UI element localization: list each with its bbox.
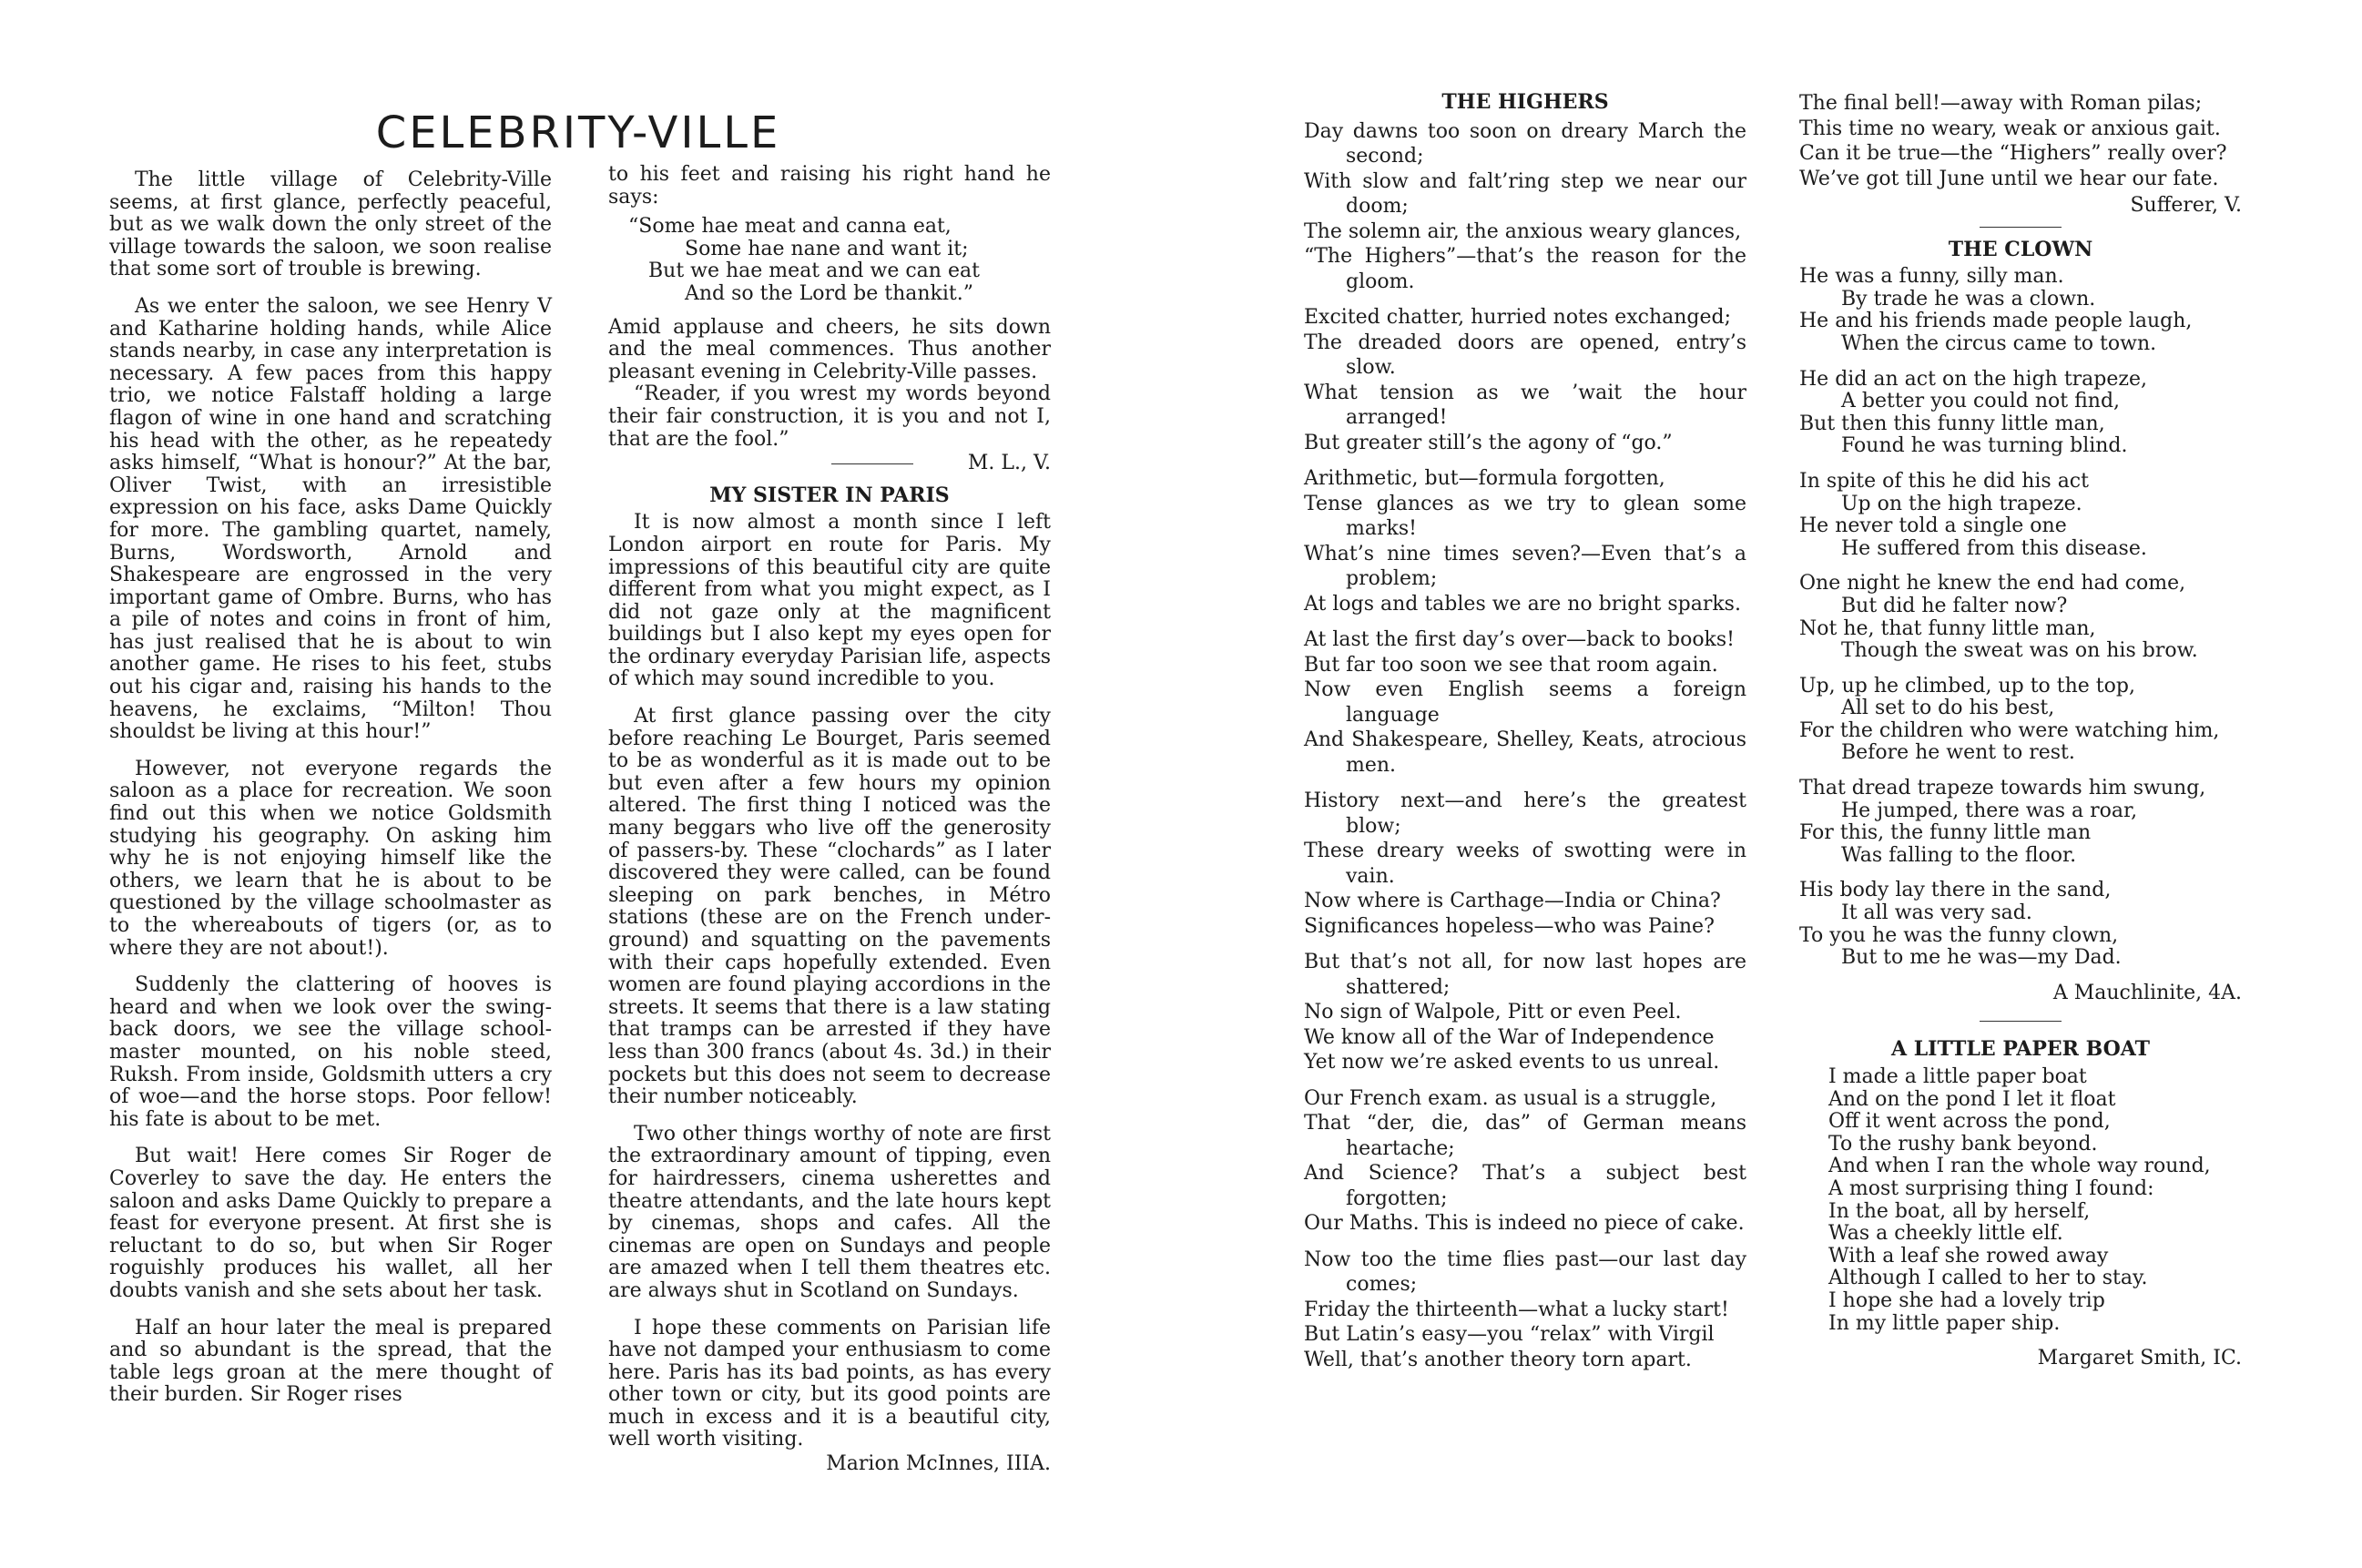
poem-line: He suffered from this disease. <box>1841 536 2147 560</box>
boat-signature: Margaret Smith, IC. <box>2037 1347 2242 1370</box>
clown-title: THE CLOWN <box>1948 237 2093 261</box>
poem-line: In spite of this he did his act <box>1799 469 2089 493</box>
poem-line: But that’s not all, for now last hopes are shattered; <box>1304 951 1746 999</box>
poem-line: Though the sweat was on his brow. <box>1841 639 2198 663</box>
poem-line: Found he was turning blind. <box>1841 434 2128 458</box>
poem-line: Now even English seems a foreign language <box>1304 678 1746 727</box>
poem-line: His body lay there in the sand, <box>1799 879 2112 902</box>
poem-line: Friday the thirteenth—what a lucky start! <box>1304 1298 1729 1321</box>
poem-stanza <box>1304 627 1746 778</box>
poem-stanza <box>1304 1247 1746 1373</box>
paragraph: But wait! Here comes Sir Roger de Coverley to save the day. He enters the saloon and asks Dame Quickly to prepare a feast for everyone present. At first she is reluctant to do so, but when Sir Roger roguishly produces his wallet, all her doubts vanish and she sets about her task. <box>109 1145 552 1302</box>
paragraph: “Reader, if you wrest my words beyond their fair construction, it is you and not I, that are the fool.” <box>608 382 1051 451</box>
poem-line: All set to do his best, <box>1841 697 2055 720</box>
poem-line: I hope she had a lovely trip <box>1828 1288 2105 1312</box>
paragraph: However, not everyone regards the saloon as a place for recreation. We soon find out this when we notice Goldsmith studying his geography. On asking him why he is not enjoying himself like the others, we learn that he is about to be questioned by the village schoolmaster as to the whereabouts of tigers (or, as to where they are not about!). <box>109 757 552 960</box>
poem-line: For the children who were watching him, <box>1799 718 2220 742</box>
poem-line: A better you could not find, <box>1841 390 2121 413</box>
paragraph: As we enter the saloon, we see Henry V and Katharine holding hands, while Alice stands nearby, in case any interpretation is necessary. A few paces from this happy trio, we notice Falstaff holding a large flagon of wine in one hand and scratching his head with the other, as he repeatedy asks himself, “What is honour?” At the bar, Oliver Twist, with an irresistible expression on his face, asks Dame Quickly for more. The gambling quartet, namely, Burns, Wordsworth, Arnold and Shakespeare are engrossed in the very important game of Ombre. Burns, who has a pile of notes and coins in front of him, has just realised that he is about to win another game. He rises to his feet, stubs out his cigar and, raising his hands to the heavens, he exclaims, “Milton! Thou shouldst be living at this hour!” <box>109 294 552 744</box>
poem-line: The final bell!—away with Roman pilas; <box>1799 92 2203 115</box>
poem-line: Now where is Carthage—India or China? <box>1304 890 1721 913</box>
poem-line: For this, the funny little man <box>1799 821 2092 845</box>
poem-stanza <box>1799 573 2242 662</box>
paragraph: Amid applause and cheers, he sits down and the meal commences. Thus another pleasant evening in Celebrity-Ville passes. <box>608 315 1051 383</box>
poem-line: Before he went to rest. <box>1841 741 2075 765</box>
paragraph: At first glance passing over the city before reaching Le Bourget, Paris seemed to be as wonderful as it is made out to be but even after a few hours my opinion altered. The first thing I noticed was the many beggars who live off the generosity of passers-by. These “clochards” as I later discovered they were called, can be found sleeping on park benches, in Métro stations (these are on the French under-ground) and squatting on the pavements with their caps hopefully extended. Even women are found playing accordions in the streets. It seems that there is a law stating that tramps can be arrested if they have less than 300 francs (about 4s. 3d.) in their pockets but this does not seem to decrease their number noticeably. <box>608 705 1051 1109</box>
poem-line: A most surprising thing I found: <box>1828 1176 2154 1200</box>
poem-line: Up, up he climbed, up to the top, <box>1799 674 2135 697</box>
poem-line: Significances hopeless—who was Paine? <box>1304 914 1715 938</box>
poem-stanza <box>1799 778 2242 867</box>
poem-line: Up on the high trapeze. <box>1841 492 2082 515</box>
poem-line: The solemn air, the anxious weary glances, <box>1304 219 1742 243</box>
poem-line: But did he falter now? <box>1841 594 2068 617</box>
poem-stanza <box>1304 305 1746 455</box>
grace-verse <box>608 216 1051 305</box>
poem-line: But far too soon we see that room again. <box>1304 653 1718 677</box>
divider <box>1980 1021 2062 1022</box>
poem-line: And Shakespeare, Shelley, Keats, atrocious men. <box>1304 728 1746 777</box>
poem-line: But then this funny little man, <box>1799 412 2105 435</box>
paragraph: It is now almost a month since I left London airport en route for Paris. My impressions of this beautiful city are quite different from what you might expect, as I did not gaze only at the magnificent buildings but I also kept my eyes open for the ordinary everyday Parisian life, aspects of which may sound incredible to you. <box>608 511 1051 691</box>
poem-line: He did an act on the high trapeze, <box>1799 367 2148 391</box>
poem-line: With slow and falt’ring step we near our doom; <box>1304 169 1746 219</box>
poem-line: It all was very sad. <box>1841 901 2032 925</box>
poem-line: That dread trapeze towards him swung, <box>1799 777 2206 800</box>
poem-line: Now too the time flies past—our last day comes; <box>1304 1247 1746 1297</box>
poem-line: He never told a single one <box>1799 514 2067 538</box>
poem-line: But Latin’s easy—you “relax” with Virgil <box>1304 1323 1715 1347</box>
poem-line: These dreary weeks of swotting were in vain. <box>1304 840 1746 888</box>
clown-signature: A Mauchlinite, 4A. <box>2052 981 2242 1004</box>
celebrity-column-1 <box>109 169 552 1407</box>
poem-line: When the circus came to town. <box>1841 331 2157 355</box>
verse-line: And so the Lord be thankit.” <box>685 281 973 305</box>
poem-stanza <box>1799 471 2242 560</box>
poem-line: Can it be true—the “Highers” really over? <box>1799 142 2227 165</box>
poem-line: He and his friends made people laugh, <box>1799 310 2193 333</box>
poem-line: In my little paper ship. <box>1828 1311 2061 1335</box>
poem-line: And Science? That’s a subject best forgotten; <box>1304 1162 1746 1210</box>
poem-line: Off it went across the pond, <box>1828 1110 2111 1134</box>
poem-stanza <box>1799 676 2242 765</box>
poem-line: At last the first day’s over—back to books! <box>1304 628 1736 652</box>
verse-line: But we hae meat and we can eat <box>648 260 980 283</box>
poem-line: And when I ran the whole way round, <box>1828 1155 2211 1178</box>
poem-line: But greater still’s the agony of “go.” <box>1304 431 1673 454</box>
poem-line: In the boat, all by herself, <box>1828 1199 2091 1223</box>
poem-stanza <box>1799 266 2242 355</box>
poem-stanza <box>1799 880 2242 969</box>
poem-stanza <box>1304 466 1746 616</box>
poem-stanza <box>1304 1086 1746 1237</box>
poem-line: No sign of Walpole, Pitt or even Peel. <box>1304 1001 1682 1024</box>
poem-line: To you he was the funny clown, <box>1799 923 2119 947</box>
poem-line: Was a cheekly little elf. <box>1828 1222 2063 1246</box>
poem-stanza <box>1304 119 1746 295</box>
paragraph: The little village of Celebrity-Ville seems, at first glance, perfectly peaceful, but as we walk down the only street of the village towards the saloon, we soon realise that some sort of trouble is brewing. <box>109 168 552 281</box>
poem-line: Arithmetic, but—formula forgotten, <box>1304 467 1665 491</box>
verse-line: Some hae nane and want it; <box>685 237 969 260</box>
sister-signature: Marion McInnes, IIIA. <box>826 1452 1051 1476</box>
poem-line: By trade he was a clown. <box>1841 287 2096 311</box>
poem-line: Although I called to her to stay. <box>1828 1267 2148 1290</box>
poem-stanza <box>1304 950 1746 1075</box>
poem-line: The dreaded doors are opened, entry’s slow. <box>1304 331 1746 380</box>
poem-stanza <box>1799 91 2242 191</box>
poem-line: “The Highers”—that’s the reason for the gloom. <box>1304 245 1746 293</box>
poem-line: Our Maths. This is indeed no piece of cake. <box>1304 1212 1745 1236</box>
poem-line: We’ve got till June until we hear our fate. <box>1799 167 2219 190</box>
verse-line: “Some hae meat and canna eat, <box>628 215 952 239</box>
poem-line: Not he, that funny little man, <box>1799 616 2096 640</box>
poem-line: Was falling to the floor. <box>1841 843 2077 867</box>
poem-line: We know all of the War of Independence <box>1304 1025 1715 1049</box>
celebrity-signature: M. L., V. <box>608 453 1051 475</box>
poem-line: Day dawns too soon on dreary March the second; <box>1304 119 1746 168</box>
poem-line: Well, that’s another theory torn apart. <box>1304 1348 1692 1371</box>
poem-line: I made a little paper boat <box>1828 1065 2087 1088</box>
paragraph: I hope these comments on Parisian life have not damped your enthusiasm to come here. Paris has its bad points, as has every other town or city, but its good points are much in excess and it is a beautiful city, well worth visiting. <box>608 1316 1051 1451</box>
paper-boat-title: A LITTLE PAPER BOAT <box>1890 1037 2150 1062</box>
poem-line: At logs and tables we are no bright sparks. <box>1304 592 1741 616</box>
poem-stanza <box>1799 1066 2242 1335</box>
poem-line: To the rushy bank beyond. <box>1828 1132 2098 1156</box>
poem-line: History next—and here’s the greatest blow; <box>1304 789 1746 838</box>
paragraph: to his feet and raising his right hand he says: <box>608 163 1051 209</box>
celebrity-column-2 <box>608 164 1051 1476</box>
poem-line: Tense glances as we try to glean some marks! <box>1304 492 1746 541</box>
poem-line: But to me he was—my Dad. <box>1841 946 2122 970</box>
poem-line: Excited chatter, hurried notes exchanged; <box>1304 306 1732 330</box>
right-column <box>1799 91 2242 1370</box>
poem-line: What’s nine times seven?—Even that’s a problem; <box>1304 542 1746 591</box>
poem-line: He was a funny, silly man. <box>1799 265 2064 289</box>
poem-line: Yet now we’re asked events to us unreal. <box>1304 1051 1720 1074</box>
poem-line: Our French exam. as usual is a struggle, <box>1304 1086 1717 1110</box>
celebrity-ville-title: CELEBRITY-VILLE <box>375 107 781 158</box>
poem-line: This time no weary, weak or anxious gait. <box>1799 117 2221 140</box>
paragraph: Half an hour later the meal is prepared and so abundant is the spread, that the table legs groan at the mere thought of their burden. Sir Roger rises <box>109 1316 552 1407</box>
paragraph: Two other things worthy of note are first the extraordinary amount of tipping, even for hairdressers, cinema usherettes and theatre attendants, and the late hours kept by cinemas, shops and cafes. All the cinemas are open on Sundays and people are amazed when I tell them theatres etc. are always shut in Scotland on Sundays. <box>608 1122 1051 1302</box>
sister-in-paris-title: MY SISTER IN PARIS <box>709 483 950 507</box>
poem-stanza <box>1799 369 2242 458</box>
highers-signature: Sufferer, V. <box>2130 194 2242 217</box>
divider <box>1980 227 2062 228</box>
poem-line: He jumped, there was a roar, <box>1841 799 2138 822</box>
highers-title: THE HIGHERS <box>1441 90 1609 114</box>
poem-line: One night he knew the end had come, <box>1799 572 2186 596</box>
poem-line: And on the pond I let it float <box>1828 1087 2116 1111</box>
poem-line: What tension as we ’wait the hour arranged! <box>1304 381 1746 430</box>
divider <box>831 463 913 464</box>
poem-stanza <box>1304 789 1746 939</box>
highers-column <box>1304 91 1746 1383</box>
poem-line: That “der, die, das” of German means heartache; <box>1304 1112 1746 1160</box>
poem-line: With a leaf she rowed away <box>1828 1244 2109 1268</box>
paragraph: Suddenly the clattering of hooves is heard and when we look over the swing-back doors, we see the village school-master mounted, on his noble steed, Ruksh. From inside, Goldsmith utters a cry of woe—and the horse stops. Poor fellow! his fate is about to be met. <box>109 973 552 1131</box>
